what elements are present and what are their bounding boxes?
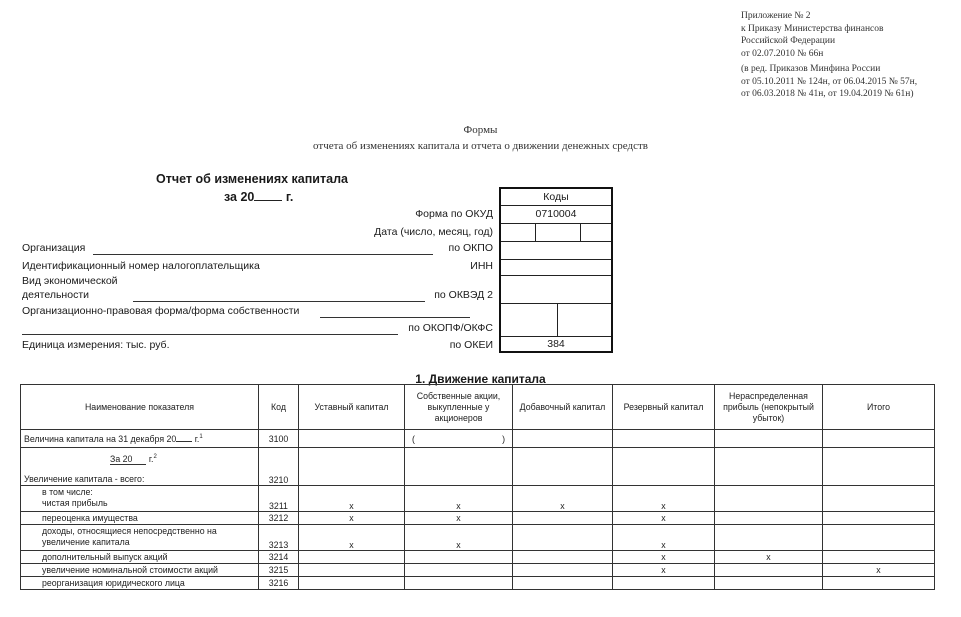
row-name: Величина капитала на 31 декабря 20 г.$^1$: [21, 430, 259, 448]
cell[interactable]: ( ): [405, 430, 513, 448]
cell[interactable]: [823, 485, 935, 511]
cell: х: [823, 563, 935, 576]
header-additional-capital: Добавочный капитал: [513, 385, 613, 430]
cell[interactable]: [405, 576, 513, 589]
row-code: 3214: [259, 550, 299, 563]
codes-box: [499, 187, 613, 353]
cell[interactable]: [299, 563, 405, 576]
cell: х: [405, 524, 513, 550]
table-row: [21, 563, 935, 576]
cell: х: [613, 550, 715, 563]
codes-header: Коды: [501, 189, 611, 206]
inn-code-cell[interactable]: [501, 260, 611, 276]
appendix-line: от 05.10.2011 № 124н, от 06.04.2015 № 57н,: [741, 76, 918, 87]
cell[interactable]: [513, 430, 613, 448]
header-total: Итого: [823, 385, 935, 430]
appendix-line: к Приказу Министерства финансов: [741, 23, 884, 34]
okpo-label: по ОКПО: [448, 242, 493, 254]
table-row: [21, 524, 935, 550]
row-name: доходы, относящиеся непосредственно на увеличение капитала: [21, 524, 259, 550]
appendix-line: Российской Федерации: [741, 36, 836, 46]
cell: х: [299, 485, 405, 511]
legal-form-field-2[interactable]: [22, 334, 398, 335]
okpo-code-cell[interactable]: [501, 242, 611, 260]
legal-form-label: Организационно-правовая форма/форма собственности: [22, 305, 300, 317]
tax-id-label: Идентификационный номер налогоплательщика: [22, 260, 260, 272]
report-year-prefix: за 20: [224, 190, 255, 204]
cell: х: [613, 511, 715, 524]
cell[interactable]: [513, 524, 613, 550]
cell[interactable]: [715, 511, 823, 524]
row-name: увеличение номинальной стоимости акций: [21, 563, 259, 576]
cell[interactable]: [823, 550, 935, 563]
inn-label: ИНН: [470, 260, 493, 272]
cell[interactable]: [405, 550, 513, 563]
appendix-line: Приложение № 2: [741, 11, 811, 21]
report-title: Отчет об изменениях капитала: [156, 172, 348, 186]
report-year-suffix: г.: [285, 190, 294, 204]
row-code: 3213: [259, 524, 299, 550]
row-code: 3100: [259, 430, 299, 448]
row-name: дополнительный выпуск акций: [21, 550, 259, 563]
cell[interactable]: [613, 576, 715, 589]
cell[interactable]: [715, 485, 823, 511]
header-reserve-capital: Резервный капитал: [613, 385, 715, 430]
cell[interactable]: [299, 430, 405, 448]
unit-label: Единица измерения: тыс. руб.: [22, 339, 170, 351]
cell: х: [405, 511, 513, 524]
row-code: 3216: [259, 576, 299, 589]
row-code: 3215: [259, 563, 299, 576]
cell: х: [613, 563, 715, 576]
cell: х: [405, 485, 513, 511]
appendix-note: [741, 10, 917, 101]
row-name: в том числе: чистая прибыль: [21, 485, 259, 511]
cell[interactable]: [715, 576, 823, 589]
row-code: 3212: [259, 511, 299, 524]
cell: х: [299, 511, 405, 524]
okved-label: по ОКВЭД 2: [434, 289, 493, 301]
header-code: Код: [259, 385, 299, 430]
table-row: [21, 448, 935, 486]
okved-code-cell[interactable]: [501, 276, 611, 304]
year-blank-field[interactable]: [254, 189, 282, 201]
row-name: реорганизация юридического лица: [21, 576, 259, 589]
cell: х: [613, 524, 715, 550]
header-name: Наименование показателя: [21, 385, 259, 430]
date-code-cell[interactable]: [501, 224, 611, 242]
row-code: 3210: [259, 448, 299, 486]
table-row: [21, 576, 935, 589]
header-treasury-shares: Собственные акции, выкупленные у акционеров: [405, 385, 513, 430]
cell: х: [613, 485, 715, 511]
table-row: [21, 430, 935, 448]
appendix-line: от 06.03.2018 № 41н, от 19.04.2019 № 61н): [741, 89, 914, 99]
cell[interactable]: [823, 576, 935, 589]
cell[interactable]: [823, 511, 935, 524]
date-label: Дата (число, месяц, год): [374, 226, 493, 238]
table-row: [21, 511, 935, 524]
row-name: переоценка имущества: [21, 511, 259, 524]
cell[interactable]: [513, 576, 613, 589]
cell[interactable]: [823, 430, 935, 448]
cell[interactable]: [405, 563, 513, 576]
cell[interactable]: [299, 576, 405, 589]
report-year: [224, 189, 293, 204]
cell: х: [715, 550, 823, 563]
header-charter-capital: Уставный капитал: [299, 385, 405, 430]
row-name: За 20 г.$^2$ Увеличение капитала - всего:: [21, 448, 259, 486]
okei-code-cell: 384: [547, 338, 565, 350]
cell[interactable]: [823, 448, 935, 486]
cell: х: [513, 485, 613, 511]
cell[interactable]: [715, 563, 823, 576]
cell[interactable]: [613, 430, 715, 448]
cell[interactable]: [613, 448, 715, 486]
forms-subtitle: отчета об изменениях капитала и отчета о движении денежных средств: [313, 140, 648, 152]
okopf-code-cell[interactable]: [501, 304, 611, 337]
date-divider: [580, 224, 581, 241]
cell[interactable]: [715, 430, 823, 448]
legal-form-field[interactable]: [320, 317, 470, 318]
activity-label-2: деятельности: [22, 289, 89, 301]
table-row: [21, 485, 935, 511]
cell[interactable]: [715, 448, 823, 486]
appendix-line: (в ред. Приказов Минфина России: [741, 64, 881, 74]
activity-field[interactable]: [133, 301, 425, 302]
appendix-line: от 02.07.2010 № 66н: [741, 48, 824, 59]
cell[interactable]: [513, 563, 613, 576]
table-header-row: [21, 385, 935, 430]
cell[interactable]: [715, 524, 823, 550]
header-retained-earnings: Нераспределенная прибыль (непокрытый убыток): [715, 385, 823, 430]
row-code: 3211: [259, 485, 299, 511]
okopf-divider: [557, 304, 558, 336]
organization-field[interactable]: [93, 254, 433, 255]
cell[interactable]: [405, 448, 513, 486]
cell[interactable]: [513, 511, 613, 524]
forms-title: Формы: [463, 124, 498, 136]
cell[interactable]: [299, 550, 405, 563]
date-divider: [535, 224, 536, 241]
cell[interactable]: [823, 524, 935, 550]
okud-code-cell: 0710004: [501, 206, 611, 224]
capital-movement-table: [20, 384, 935, 590]
okud-label: Форма по ОКУД: [415, 208, 493, 220]
okopf-label: по ОКОПФ/ОКФС: [408, 322, 493, 334]
table-row: [21, 550, 935, 563]
section-title: 1. Движение капитала: [415, 372, 546, 386]
activity-label: Вид экономической: [22, 275, 118, 287]
cell[interactable]: [513, 550, 613, 563]
okei-label: по ОКЕИ: [449, 339, 493, 351]
cell[interactable]: [513, 448, 613, 486]
cell[interactable]: [299, 448, 405, 486]
organization-label: Организация: [22, 242, 86, 254]
cell: х: [299, 524, 405, 550]
year-blank[interactable]: [176, 433, 192, 442]
